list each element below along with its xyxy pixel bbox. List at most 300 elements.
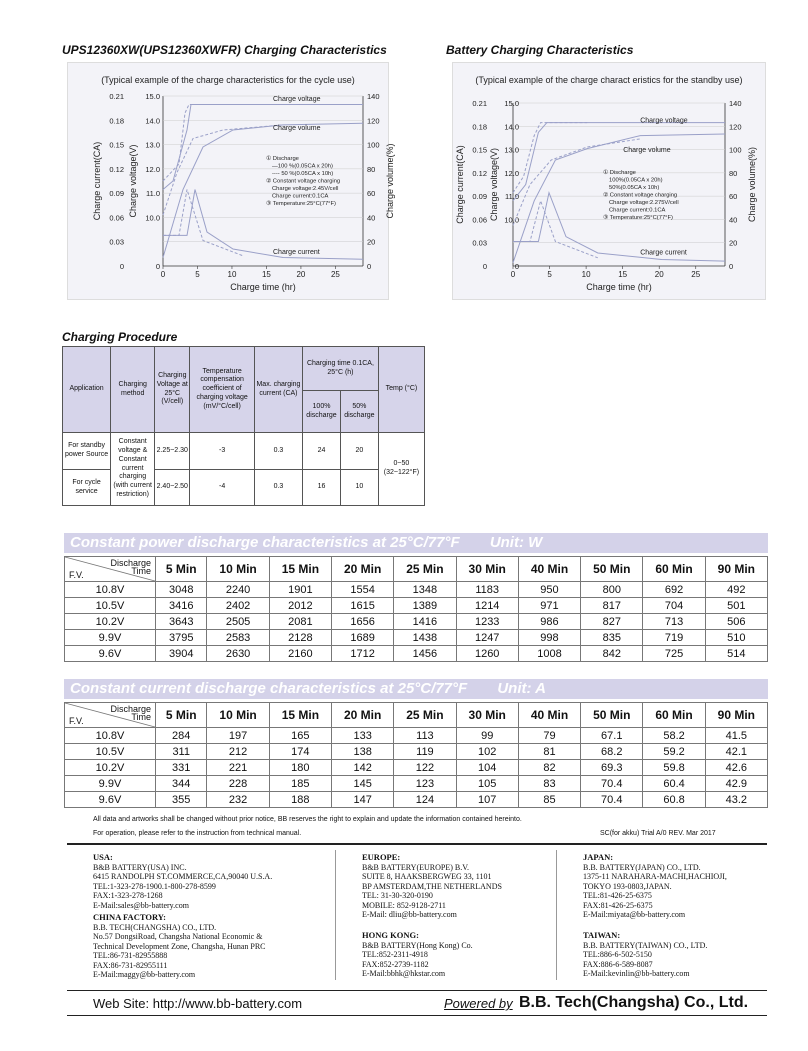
current-corner-discharge: Discharge — [110, 704, 151, 714]
power-value-cell: 2081 — [269, 614, 331, 630]
current-banner — [64, 679, 768, 699]
current-value-cell: 123 — [394, 776, 456, 792]
current-value-cell: 133 — [332, 728, 394, 744]
contact-line: FAX:886-6-589-8087 — [583, 959, 653, 969]
current-row — [65, 792, 768, 808]
voltage-tick-label: 12.0 — [145, 164, 160, 174]
power-banner — [64, 533, 768, 553]
legend-line: 50%(0.05CA x 10h) — [609, 185, 660, 191]
constant-power-table — [64, 556, 768, 662]
voltage-cycle: 2.40~2.50 — [155, 470, 190, 506]
current-value-cell: 284 — [156, 728, 207, 744]
current-value-cell: 311 — [156, 744, 207, 760]
contact-line: TEL:1-323-278-1900.1-800-278-8599 — [93, 881, 216, 891]
h-50: 50% discharge — [340, 391, 378, 433]
power-value-cell: 1008 — [518, 646, 580, 662]
volume-axis-title: Charge volume(%) — [747, 146, 757, 223]
chart-subtitle: (Typical example of the charge charact eristics for the standby use) — [475, 75, 743, 85]
current-value-cell: 59.2 — [643, 744, 705, 760]
x-tick-label: 20 — [654, 270, 664, 279]
power-fv-cell: 10.8V — [65, 582, 156, 598]
power-value-cell: 704 — [643, 598, 705, 614]
x-tick-label: 10 — [227, 270, 237, 279]
current-col-header: 30 Min — [456, 703, 518, 728]
current-tick-label: 0.09 — [472, 192, 487, 202]
power-value-cell: 1233 — [456, 614, 518, 630]
contact-line: FAX:852-2739-1182 — [362, 959, 429, 969]
current-tick-label: 0 — [482, 262, 487, 271]
current-value-cell: 212 — [207, 744, 269, 760]
current-tick-label: 0.12 — [472, 168, 487, 178]
current-row — [65, 760, 768, 776]
doc-code: SC(for akku) Trial A/0 REV. Mar 2017 — [600, 830, 716, 837]
power-col-header: 30 Min — [456, 557, 518, 582]
current-col-header: 25 Min — [394, 703, 456, 728]
current-value-cell: 43.2 — [705, 792, 767, 808]
contact-line: E-Mail:kevinlin@bb-battery.com — [583, 969, 690, 978]
power-value-cell: 827 — [581, 614, 643, 630]
t50-cycle: 10 — [340, 470, 378, 506]
contact-line: FAX:81-426-25-6375 — [583, 900, 653, 910]
current-banner-title: Constant current discharge characteristics at 25°C/77°F — [70, 680, 468, 697]
power-value-cell: 800 — [581, 582, 643, 598]
volume-tick-label: 40 — [367, 213, 376, 223]
power-value-cell: 1247 — [456, 630, 518, 646]
contact-heading: EUROPE: — [362, 852, 401, 862]
powered-by: Powered by — [444, 996, 513, 1011]
current-value-cell: 42.9 — [705, 776, 767, 792]
power-value-cell: 692 — [643, 582, 705, 598]
contact-line: B.B. BATTERY(JAPAN) CO., LTD. — [583, 862, 701, 872]
current-value-cell: 60.4 — [643, 776, 705, 792]
power-col-header: 60 Min — [643, 557, 705, 582]
legend-line: ① Discharge — [603, 170, 636, 176]
charge-current-label: Charge current — [640, 249, 687, 257]
legend-line: Charge current:0.1CA — [272, 193, 329, 200]
power-row — [65, 598, 768, 614]
contact-heading: CHINA FACTORY: — [93, 912, 166, 922]
power-value-cell: 1348 — [394, 582, 456, 598]
contact-japan — [583, 853, 727, 920]
h-temp: Temp (°C) — [378, 347, 424, 433]
current-col-header: 50 Min — [581, 703, 643, 728]
power-col-header: 5 Min — [156, 557, 207, 582]
coef-cycle: -4 — [190, 470, 255, 506]
contact-line: E-Mail:bbhk@hkstar.com — [362, 969, 446, 978]
power-value-cell: 492 — [705, 582, 767, 598]
current-value-cell: 41.5 — [705, 728, 767, 744]
current-axis-title: Charge current(CA) — [92, 141, 102, 221]
left-chart-svg — [68, 63, 395, 299]
voltage-tick-label: 0 — [155, 262, 160, 271]
current-value-cell: 85 — [518, 792, 580, 808]
power-value-cell: 986 — [518, 614, 580, 630]
power-value-cell: 501 — [705, 598, 767, 614]
current-value-cell: 221 — [207, 760, 269, 776]
voltage-standby: 2.25~2.30 — [155, 433, 190, 470]
current-value-cell: 42.6 — [705, 760, 767, 776]
voltage-tick-label: 11.0 — [504, 192, 519, 202]
power-value-cell: 2160 — [269, 646, 331, 662]
constant-current-table — [64, 702, 768, 808]
contacts-divider-2 — [556, 850, 557, 980]
current-value-cell: 138 — [332, 744, 394, 760]
current-value-cell: 58.2 — [643, 728, 705, 744]
power-value-cell: 1260 — [456, 646, 518, 662]
contact-line: B&B BATTERY(Hong Kong) Co. — [362, 940, 473, 950]
h-time: Charging time 0.1CA, 25°C (h) — [303, 347, 379, 391]
voltage-tick-label: 11.0 — [145, 189, 160, 199]
right-chart-svg — [453, 63, 765, 299]
power-row — [65, 646, 768, 662]
power-value-cell: 1689 — [332, 630, 394, 646]
volume-tick-label: 80 — [367, 164, 376, 174]
power-value-cell: 1656 — [332, 614, 394, 630]
x-tick-label: 20 — [296, 270, 306, 279]
voltage-curve-50 — [513, 123, 587, 193]
right-chart-panel — [452, 62, 766, 300]
current-value-cell: 232 — [207, 792, 269, 808]
contact-line: SUITE 8, HAAKSBERGWEG 33, 1101 — [362, 872, 492, 881]
current-value-cell: 147 — [332, 792, 394, 808]
volume-tick-label: 120 — [729, 122, 742, 132]
power-value-cell: 506 — [705, 614, 767, 630]
power-col-header: 10 Min — [207, 557, 269, 582]
current-value-cell: 113 — [394, 728, 456, 744]
legend-line: ② Constant voltage charging — [603, 192, 678, 199]
t100-standby: 24 — [303, 433, 341, 470]
contact-line: TEL:852-2311-4918 — [362, 950, 428, 959]
left-chart-title: UPS12360XW(UPS12360XWFR) Charging Characteristics — [62, 43, 387, 57]
power-value-cell: 719 — [643, 630, 705, 646]
power-value-cell: 998 — [518, 630, 580, 646]
current-tick-label: 0.21 — [109, 92, 124, 101]
contact-europe — [362, 853, 502, 920]
legend-line: ③ Temperature:25°C(77°F) — [266, 201, 336, 207]
current-axis-title: Charge current(CA) — [455, 145, 465, 224]
h-tempcoef: Temperature compensation coefficient of charging voltage (mV/°C/cell) — [190, 347, 255, 433]
power-value-cell: 3904 — [156, 646, 207, 662]
method-cell: Constant voltage & Constant current charging (with current restriction) — [111, 433, 155, 506]
charge-volume-label: Charge volume — [273, 125, 321, 132]
current-value-cell: 68.2 — [581, 744, 643, 760]
h-voltage: Charging Voltage at 25°C (V/cell) — [155, 347, 190, 433]
legend-line: ---- 50 %(0.05CA x 10h) — [272, 171, 334, 177]
current-value-cell: 145 — [332, 776, 394, 792]
legend-line: ① Discharge — [266, 156, 299, 162]
current-value-cell: 67.1 — [581, 728, 643, 744]
contact-line: TOKYO 193-0803,JAPAN. — [583, 881, 672, 891]
legend-line: 100%(0.05CA x 20h) — [609, 177, 663, 184]
contact-line: E-Mail:miyata@bb-battery.com — [583, 910, 686, 919]
contact-line: TEL:81-426-25-6375 — [583, 891, 652, 900]
contact-heading: JAPAN: — [583, 852, 614, 862]
power-col-header: 15 Min — [269, 557, 331, 582]
contacts-divider-1 — [335, 850, 336, 980]
volume-tick-label: 60 — [729, 192, 738, 202]
current-value-cell: 122 — [394, 760, 456, 776]
note-line-1: All data and artworks shall be changed without prior notice, BB reserves the right to explain and update the information contained hereinto. — [93, 816, 522, 823]
power-corner-time: Time — [131, 566, 151, 576]
contact-line: Technical Development Zone, Changsha, Hunan PRC — [93, 941, 266, 951]
power-value-cell: 842 — [581, 646, 643, 662]
legend-line: ③ Temperature:25°C(77°F) — [603, 215, 673, 221]
power-corner-fv: F.V. — [69, 570, 84, 580]
power-value-cell: 950 — [518, 582, 580, 598]
power-value-cell: 2583 — [207, 630, 269, 646]
power-value-cell: 1712 — [332, 646, 394, 662]
volume-tick-label: 0 — [367, 262, 372, 271]
power-banner-title: Constant power discharge characteristics at 25°C/77°F — [70, 534, 460, 551]
contact-line: TEL: 31-30-320-0190 — [362, 891, 433, 900]
power-col-header: 50 Min — [581, 557, 643, 582]
current-value-cell: 119 — [394, 744, 456, 760]
power-value-cell: 3416 — [156, 598, 207, 614]
power-row — [65, 630, 768, 646]
app-cycle: For cycle service — [63, 470, 111, 506]
power-value-cell: 3643 — [156, 614, 207, 630]
volume-tick-label: 140 — [367, 92, 380, 101]
power-value-cell: 713 — [643, 614, 705, 630]
volume-tick-label: 100 — [729, 145, 742, 155]
power-fv-cell: 10.2V — [65, 614, 156, 630]
voltage-tick-label: 10.0 — [504, 215, 519, 225]
contact-line: No.57 DongsiRoad, Changsha National Economic & — [93, 932, 263, 941]
coef-standby: -3 — [190, 433, 255, 470]
contact-line: TEL:886-6-502-5150 — [583, 950, 652, 959]
power-fv-cell: 9.6V — [65, 646, 156, 662]
current-value-cell: 165 — [269, 728, 331, 744]
current-fv-cell: 10.2V — [65, 760, 156, 776]
x-tick-label: 15 — [618, 270, 628, 279]
x-tick-label: 5 — [547, 270, 552, 279]
contact-line: BP AMSTERDAM,THE NETHERLANDS — [362, 881, 502, 891]
contact-line: 6415 RANDOLPH ST.COMMERCE,CA,90040 U.S.A. — [93, 872, 273, 881]
volume-tick-label: 0 — [729, 262, 734, 271]
voltage-tick-label: 12.0 — [504, 168, 519, 178]
volume-axis-title: Charge volume(%) — [385, 143, 395, 219]
power-corner-discharge: Discharge — [110, 558, 151, 568]
legend-line: Charge voltage:2.275V/cell — [609, 200, 679, 206]
contact-line: B&B BATTERY(EUROPE) B.V. — [362, 862, 469, 872]
contact-heading: USA: — [93, 852, 113, 862]
legend-line: ② Constant voltage charging — [266, 178, 341, 185]
power-value-cell: 2402 — [207, 598, 269, 614]
current-curve-50 — [163, 190, 243, 256]
charge-current-label: Charge current — [273, 249, 320, 257]
power-value-cell: 1183 — [456, 582, 518, 598]
contact-line: B.B. TECH(CHANGSHA) CO., LTD. — [93, 922, 217, 932]
current-tick-label: 0 — [119, 262, 124, 271]
power-value-cell: 3795 — [156, 630, 207, 646]
current-corner — [65, 703, 156, 728]
volume-tick-label: 100 — [367, 140, 380, 150]
voltage-tick-label: 10.0 — [145, 213, 160, 223]
power-col-header: 90 Min — [705, 557, 767, 582]
power-value-cell: 510 — [705, 630, 767, 646]
power-col-header: 40 Min — [518, 557, 580, 582]
current-fv-cell: 10.8V — [65, 728, 156, 744]
current-value-cell: 82 — [518, 760, 580, 776]
power-value-cell: 2240 — [207, 582, 269, 598]
power-value-cell: 725 — [643, 646, 705, 662]
contact-china — [93, 913, 266, 980]
volume-tick-label: 120 — [367, 116, 380, 126]
current-value-cell: 42.1 — [705, 744, 767, 760]
current-tick-label: 0.06 — [109, 213, 124, 223]
footer-rule — [67, 1015, 767, 1016]
current-fv-cell: 9.9V — [65, 776, 156, 792]
current-col-header: 20 Min — [332, 703, 394, 728]
legend-line: Charge current:0.1CA — [609, 207, 666, 214]
current-value-cell: 228 — [207, 776, 269, 792]
power-banner-unit: Unit: W — [489, 534, 543, 551]
current-value-cell: 142 — [332, 760, 394, 776]
charge-voltage-label: Charge voltage — [640, 117, 688, 125]
power-fv-cell: 10.5V — [65, 598, 156, 614]
current-value-cell: 81 — [518, 744, 580, 760]
current-value-cell: 60.8 — [643, 792, 705, 808]
current-value-cell: 185 — [269, 776, 331, 792]
contact-usa — [93, 853, 272, 910]
current-col-header: 40 Min — [518, 703, 580, 728]
current-tick-label: 0.18 — [472, 122, 487, 132]
current-value-cell: 107 — [456, 792, 518, 808]
current-tick-label: 0.03 — [109, 237, 124, 247]
contact-line: MOBILE: 852-9128-2711 — [362, 900, 446, 910]
power-value-cell: 1389 — [394, 598, 456, 614]
current-tick-label: 0.12 — [109, 164, 124, 174]
contact-hongkong — [362, 931, 473, 979]
current-corner-time: Time — [131, 712, 151, 722]
t100-cycle: 16 — [303, 470, 341, 506]
current-value-cell: 174 — [269, 744, 331, 760]
current-tick-label: 0.03 — [472, 238, 487, 248]
temp-cell: 0~50 (32~122°F) — [378, 433, 424, 506]
contact-line: E-Mail: dliu@bb-battery.com — [362, 910, 457, 919]
power-value-cell: 971 — [518, 598, 580, 614]
current-row — [65, 728, 768, 744]
current-tick-label: 0.15 — [109, 140, 124, 150]
x-tick-label: 0 — [160, 270, 166, 279]
current-value-cell: 102 — [456, 744, 518, 760]
current-value-cell: 104 — [456, 760, 518, 776]
charging-procedure-table — [62, 346, 425, 506]
current-value-cell: 180 — [269, 760, 331, 776]
current-value-cell: 83 — [518, 776, 580, 792]
contact-line: 1375-11 NARAHARA-MACHI,HACHIOJI, — [583, 872, 727, 881]
current-tick-label: 0.15 — [472, 145, 487, 155]
power-corner — [65, 557, 156, 582]
voltage-tick-label: 15.0 — [504, 99, 519, 108]
power-value-cell: 1416 — [394, 614, 456, 630]
current-value-cell: 197 — [207, 728, 269, 744]
legend-line: Charge voltage:2.45V/cell — [272, 186, 339, 192]
power-value-cell: 514 — [705, 646, 767, 662]
contact-heading: HONG KONG: — [362, 930, 419, 940]
legend-line: —100 %(0.05CA x 20h) — [272, 163, 333, 170]
x-tick-label: 5 — [195, 270, 200, 279]
power-value-cell: 1214 — [456, 598, 518, 614]
current-value-cell: 79 — [518, 728, 580, 744]
current-row — [65, 744, 768, 760]
power-value-cell: 2128 — [269, 630, 331, 646]
company-name: B.B. Tech(Changsha) Co., Ltd. — [519, 994, 749, 1011]
contact-taiwan — [583, 931, 707, 979]
contact-line: E-Mail:maggy@bb-battery.com — [93, 970, 196, 979]
power-value-cell: 2012 — [269, 598, 331, 614]
voltage-tick-label: 13.0 — [504, 145, 519, 155]
power-value-cell: 3048 — [156, 582, 207, 598]
volume-tick-label: 20 — [367, 237, 376, 247]
power-value-cell: 1438 — [394, 630, 456, 646]
voltage-curve-50 — [163, 105, 243, 182]
power-value-cell: 835 — [581, 630, 643, 646]
current-tick-label: 0.21 — [472, 99, 487, 108]
x-axis-title: Charge time (hr) — [586, 282, 652, 292]
contact-heading: TAIWAN: — [583, 930, 621, 940]
power-value-cell: 2505 — [207, 614, 269, 630]
max-standby: 0.3 — [254, 433, 302, 470]
contact-line: FAX:86-731-82955111 — [93, 960, 168, 970]
left-chart-panel — [67, 62, 395, 300]
h-maxcurrent: Max. charging current (CA) — [254, 347, 302, 433]
x-tick-label: 0 — [510, 270, 516, 279]
contact-line: B&B BATTERY(USA) INC. — [93, 862, 187, 872]
charge-voltage-label: Charge voltage — [273, 96, 321, 104]
power-value-cell: 1901 — [269, 582, 331, 598]
current-tick-label: 0.06 — [472, 215, 487, 225]
power-value-cell: 1456 — [394, 646, 456, 662]
power-fv-cell: 9.9V — [65, 630, 156, 646]
current-value-cell: 105 — [456, 776, 518, 792]
current-tick-label: 0.09 — [109, 189, 124, 199]
voltage-tick-label: 13.0 — [145, 140, 160, 150]
current-value-cell: 69.3 — [581, 760, 643, 776]
power-col-header: 20 Min — [332, 557, 394, 582]
current-value-cell: 59.8 — [643, 760, 705, 776]
voltage-tick-label: 0 — [514, 262, 519, 271]
power-row — [65, 582, 768, 598]
current-value-cell: 188 — [269, 792, 331, 808]
app-standby: For standby power Source — [63, 433, 111, 470]
power-value-cell: 1615 — [332, 598, 394, 614]
volume-tick-label: 140 — [729, 99, 742, 108]
power-value-cell: 1554 — [332, 582, 394, 598]
x-tick-label: 25 — [691, 270, 701, 279]
website-link[interactable]: Web Site: http://www.bb-battery.com — [93, 996, 303, 1011]
current-curve — [163, 190, 363, 260]
contact-line: FAX:1-323-278-1268 — [93, 891, 163, 900]
current-col-header: 15 Min — [269, 703, 331, 728]
current-corner-fv: F.V. — [69, 716, 84, 726]
charge-volume-label: Charge volume — [623, 146, 671, 154]
voltage-tick-label: 14.0 — [504, 122, 519, 132]
volume-tick-label: 40 — [729, 215, 738, 225]
power-value-cell: 817 — [581, 598, 643, 614]
x-axis-title: Charge time (hr) — [230, 282, 296, 292]
x-tick-label: 10 — [581, 270, 591, 279]
contact-line: E-Mail:sales@bb-battery.com — [93, 900, 189, 910]
volume-tick-label: 60 — [367, 189, 376, 199]
h-application: Application — [63, 347, 111, 433]
power-value-cell: 2630 — [207, 646, 269, 662]
power-col-header: 25 Min — [394, 557, 456, 582]
current-value-cell: 70.4 — [581, 792, 643, 808]
voltage-tick-label: 15.0 — [145, 92, 160, 101]
current-value-cell: 355 — [156, 792, 207, 808]
contact-line: TEL:86-731-82955888 — [93, 951, 168, 960]
